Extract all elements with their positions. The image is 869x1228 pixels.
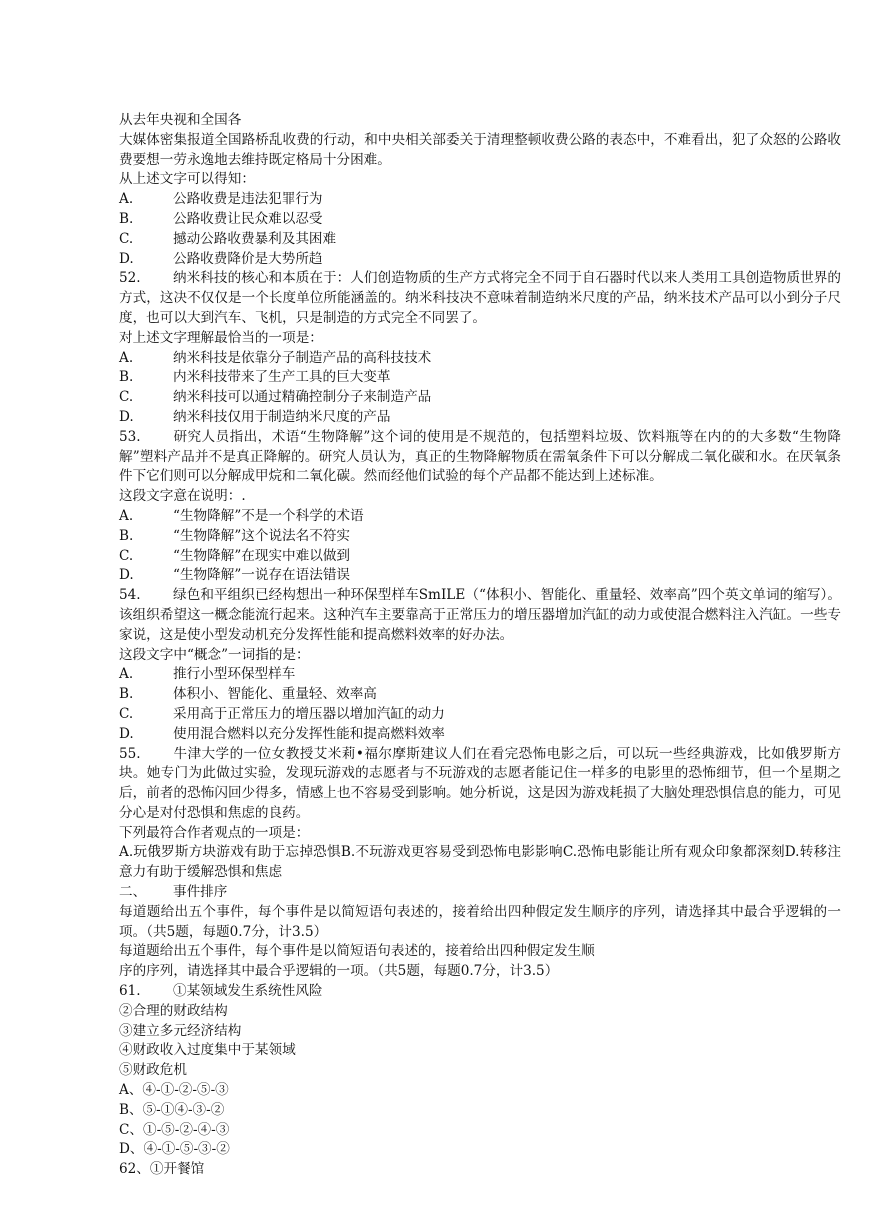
q54-option-d: D. 使用混合燃料以充分发挥性能和提高燃料效率 [119,725,445,742]
q53-option-a: A. “生物降解”不是一个科学的术语 [119,507,364,524]
q51-option-b: B. 公路收费让民众难以忍受 [119,210,323,227]
q55-stem: 55. 牛津大学的一位女教授艾米莉•福尔摩斯建议人们在看完恐怖电影之后，可以玩一些经典游戏，比如俄罗斯方块。她专门为此做过实验，发现玩游戏的志愿者与不玩游戏的志愿者能记住一样多的电影里的恐怖细节，但一个星期之后，前者的恐怖闪回少得多，情感上也不容易受到影响。她分析说，这是因为游戏耗损了大脑处理恐惧信息的能力，可见分心是对付恐惧和焦虑的良药。 [119,745,841,821]
q51-prompt: 从上述文字可以得知： [119,171,255,188]
q52-option-b: B. 内米科技带来了生产工具的巨大变革 [119,369,391,386]
q54-number: 54. [119,587,141,604]
q62-event-1: 62、①开餐馆 [119,1161,205,1178]
section-heading: 二、 事件排序 [119,884,228,901]
q52-option-d: D. 纳米科技仅用于制造纳米尺度的产品 [119,408,391,425]
q61-option-c: C、①-⑤-②-④-③ [119,1121,230,1138]
q54-prompt: 这段文字中“概念”一词指的是： [119,646,310,663]
q52-option-c: C. 纳米科技可以通过精确控制分子来制造产品 [119,389,432,406]
section-instructions-repeat-1: 每道题给出五个事件，每个事件是以简短语句表述的，接着给出四种假定发生顺 [119,943,595,960]
q54-stem: 54. 绿色和平组织已经构想出一种环保型样车SmILE（“体积小、智能化、重量轻、效率高”四个英文单词的缩写）。该组织希望这一概念能流行起来。这种汽车主要靠高于正常压力的增压器增加汽缸的动力或使混合燃料注入汽缸。一些专家说，这是使小型发动机充分发挥性能和提高燃料效率的好办法。 [119,587,841,643]
q52-option-a: A. 纳米科技是依靠分子制造产品的高科技技术 [119,349,432,366]
q61-event-1: 61. ①某领域发生系统性风险 [119,982,841,1002]
q55-options: A.玩俄罗斯方块游戏有助于忘掉恐惧B.不玩游戏更容易受到恐怖电影影响C.恐怖电影能让所有观众印象都深刻D.转移注意力有助于缓解恐惧和焦虑 [119,844,841,881]
q52-prompt: 对上述文字理解最恰当的一项是： [119,329,323,346]
q55-number: 55. [119,745,141,762]
document-page [119,111,841,1180]
q55-prompt: 下列最符合作者观点的一项是： [119,824,310,841]
q51-option-a: A. 公路收费是违法犯罪行为 [119,191,323,208]
q53-option-b: B. “生物降解”这个说法名不符实 [119,527,351,544]
q61-event-3: ③建立多元经济结构 [119,1022,242,1039]
section-instructions: 每道题给出五个事件，每个事件是以简短语句表述的，接着给出四种假定发生顺序的序列，请选择其中最合乎逻辑的一项。（共5题，每题0.7分，计3.5） [119,903,841,940]
q61-option-b: B、⑤-①④-③-② [119,1101,225,1118]
q53-prompt: 这段文字意在说明：. [119,488,246,505]
q54-option-b: B. 体积小、智能化、重量轻、效率高 [119,686,377,703]
q51-intro: 从去年央视和全国各 [119,112,242,128]
q51-option-c: C. 撼动公路收费暴利及其困难 [119,230,337,247]
q52-stem: 52. 纳米科技的核心和本质在于：人们创造物质的生产方式将完全不同于自石器时代以来人类用工具创造物质世界的方式，这决不仅仅是一个长度单位所能涵盖的。纳米科技决不意味着制造纳米尺度的产品，纳米技术产品可以小到分子尺度，也可以大到汽车、飞机，只是制造的方式完全不同罢了。 [119,270,841,326]
q61-event-4: ④财政收入过度集中于某领域 [119,1042,296,1059]
q61-event-5: ⑤财政危机 [119,1062,187,1079]
q53-stem: 53. 研究人员指出，术语“生物降解”这个词的使用是不规范的，包括塑料垃圾、饮料瓶等在内的的大多数“生物降解”塑料产品并不是真正降解的。研究人员认为，真正的生物降解物质在需氧条件下可以分解成二氧化碳和水。在厌氧条件下它们则可以分解成甲烷和二氧化碳。然而经他们试验的每个产品都不能达到上述标准。 [119,428,841,485]
q53-option-d: D. “生物降解”一说存在语法错误 [119,567,351,584]
q51-stem: 大媒体密集报道全国路桥乱收费的行动，和中央相关部委关于清理整顿收费公路的表态中，不难看出，犯了众怒的公路收费要想一劳永逸地去维持既定格局十分困难。 [119,131,841,168]
q52-number: 52. [119,270,141,287]
q61-option-d: D、④-①-⑤-③-② [119,1141,230,1158]
q51-option-d: D. 公路收费降价是大势所趋 [119,250,323,267]
q61-option-a: A、④-①-②-⑤-③ [119,1082,229,1099]
section-instructions-repeat-2: 序的序列，请选择其中最合乎逻辑的一项。（共5题，每题0.7分，计3.5） [119,963,559,980]
q53-option-c: C. “生物降解”在现实中难以做到 [119,547,351,564]
q61-event-2: ②合理的财政结构 [119,1002,228,1019]
q54-option-c: C. 采用高于正常压力的增压器以增加汽缸的动力 [119,705,445,722]
q54-option-a: A. 推行小型环保型样车 [119,666,296,683]
q61-number: 61. [119,983,141,1000]
q53-number: 53. [119,428,141,445]
